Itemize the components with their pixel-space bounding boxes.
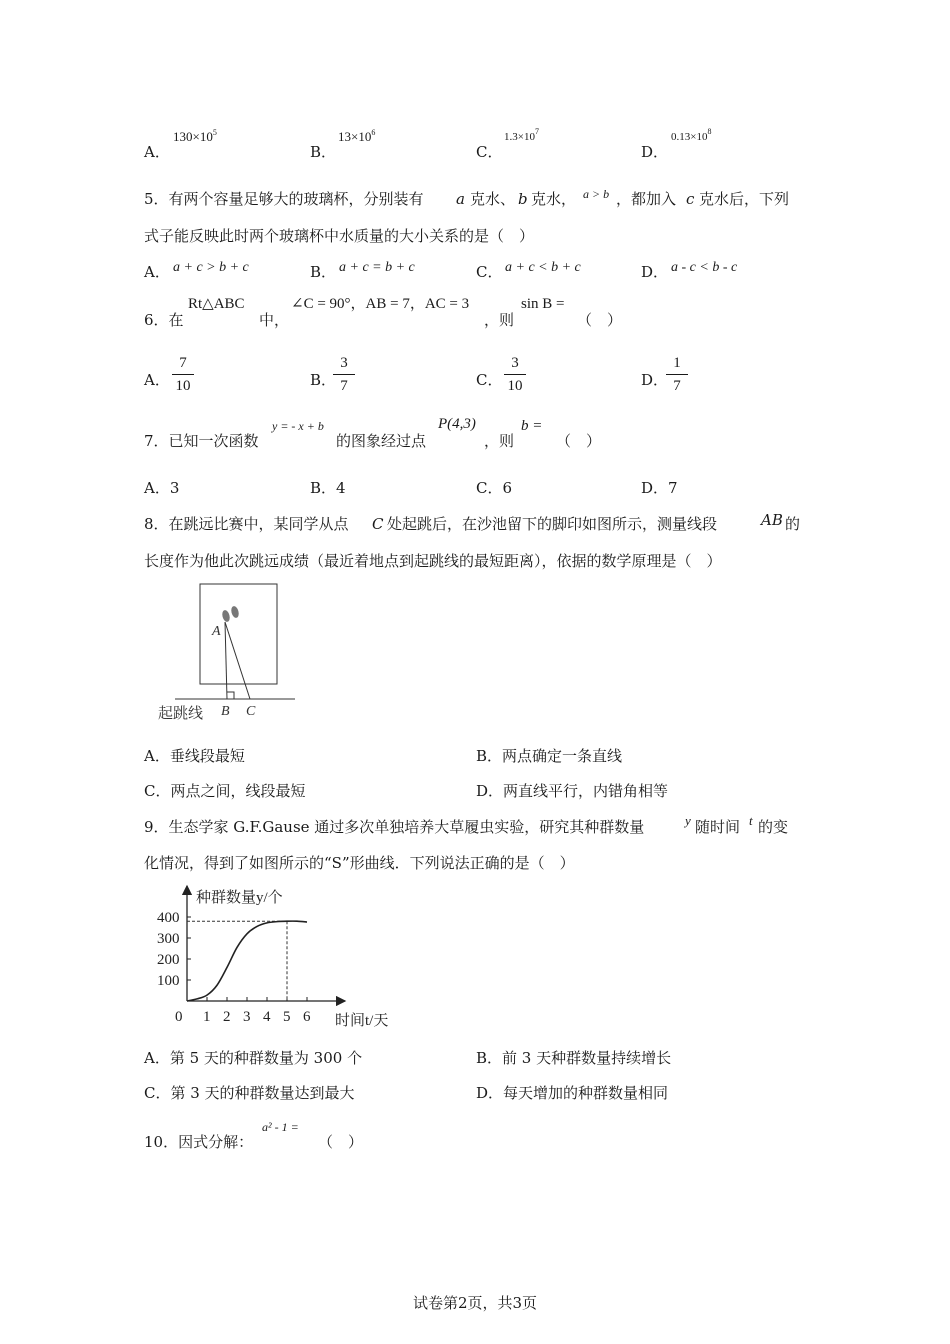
y-tick-label: 200 xyxy=(157,952,180,968)
q8-option-a: A．垂线段最短 xyxy=(144,747,245,765)
q9-option-a: A．第 5 天的种群数量为 300 个 xyxy=(144,1049,363,1067)
q4-option-a-label: A． xyxy=(144,143,170,161)
q5-condition: a > b xyxy=(583,187,610,201)
y-tick-label: 400 xyxy=(157,910,180,926)
q5-line1-e: 克水后，下列 xyxy=(699,190,790,208)
population-chart xyxy=(150,880,410,1030)
q7-option-d: D．7 xyxy=(641,479,678,497)
q9-option-b: B．前 3 天种群数量持续增长 xyxy=(476,1049,672,1067)
q6-d-denominator: 7 xyxy=(673,378,681,394)
q6-option-d-fraction xyxy=(666,354,688,395)
q5-option-b-math: a + c = b + c xyxy=(339,260,415,275)
q4-d-exp: 8 xyxy=(707,127,712,136)
x-tick-label: 0 xyxy=(175,1009,183,1025)
q4-option-d-label: D． xyxy=(641,143,669,161)
fraction-bar xyxy=(504,374,526,375)
q6-triangle: Rt△ABC xyxy=(188,296,245,312)
q8-option-c: C．两点之间，线段最短 xyxy=(144,782,306,800)
point-b-label: B xyxy=(221,704,230,719)
q5-var-a: a xyxy=(456,190,465,208)
q7-prefix: 7．已知一次函数 xyxy=(144,432,259,450)
q7-point: P(4,3) xyxy=(438,416,476,432)
q7-expression: b = xyxy=(521,418,543,434)
q5-var-b: b xyxy=(518,190,528,208)
q9-option-d: D．每天增加的种群数量相同 xyxy=(476,1084,669,1102)
q6-b-numerator: 3 xyxy=(340,355,348,371)
q7-function: y = - x + b xyxy=(272,419,324,433)
q10-prefix: 10．因式分解： xyxy=(144,1133,254,1151)
y-tick-label: 300 xyxy=(157,931,180,947)
q6-option-a-label: A． xyxy=(144,371,170,389)
q5-option-a-label: A． xyxy=(144,263,170,281)
q7-option-c: C．6 xyxy=(476,479,513,497)
right-angle-mark xyxy=(227,692,234,699)
x-tick-label: 2 xyxy=(223,1009,231,1025)
q4-option-d-math xyxy=(671,129,711,146)
segment-ab xyxy=(225,622,227,699)
q5-var-c: c xyxy=(686,190,695,208)
q6-condition: ∠C = 90°，AB = 7，AC = 3 xyxy=(291,296,470,312)
x-tick-label: 4 xyxy=(263,1009,271,1025)
q9-var-y: y xyxy=(685,813,691,828)
q6-option-b-label: B． xyxy=(310,371,337,389)
q5-line1-a: 5．有两个容量足够大的玻璃杯，分别装有 xyxy=(144,190,424,208)
q4-b-base: 13×10 xyxy=(338,129,372,144)
q6-option-c-fraction xyxy=(504,354,526,395)
q6-c-denominator: 10 xyxy=(507,378,523,394)
q5-option-b-label: B． xyxy=(310,263,337,281)
q4-option-a-math xyxy=(173,129,217,147)
s-curve-series xyxy=(187,921,307,1001)
q4-b-exp: 6 xyxy=(371,128,376,137)
q4-d-base: 0.13×10 xyxy=(671,131,708,143)
q6-option-c-label: C． xyxy=(476,371,503,389)
q9-option-c: C．第 3 天的种群数量达到最大 xyxy=(144,1084,355,1102)
q6-d-numerator: 1 xyxy=(673,355,681,371)
q6-option-a-fraction xyxy=(172,354,194,395)
q7-option-b: B．4 xyxy=(310,479,346,497)
q4-option-c-math xyxy=(504,129,539,146)
q7-option-a: A．3 xyxy=(144,479,180,497)
takeoff-line-label: 起跳线 xyxy=(158,706,204,722)
q5-option-d-math: a - c < b - c xyxy=(671,260,738,275)
q5-option-d-label: D． xyxy=(641,263,669,281)
y-tick-label: 100 xyxy=(157,973,180,989)
q6-expression: sin B = xyxy=(521,296,565,312)
q6-option-b-fraction xyxy=(333,354,355,395)
page-footer: 试卷第2页，共3页 xyxy=(412,1294,538,1312)
fraction-bar xyxy=(666,374,688,375)
q6-b-denominator: 7 xyxy=(340,378,348,394)
q7-then: ，则 xyxy=(484,432,515,450)
q7-mid: 的图象经过点 xyxy=(336,432,427,450)
chart-ticks xyxy=(157,910,311,1025)
q8-line1-b: 处起跳后，在沙池留下的脚印如图所示，测量线段 xyxy=(387,515,718,533)
q6-then: ，则 xyxy=(484,311,515,329)
segment-ac xyxy=(225,622,250,699)
q8-line1-a: 8．在跳远比赛中，某同学从点 xyxy=(144,515,349,533)
q8-option-b: B．两点确定一条直线 xyxy=(476,747,623,765)
q8-option-d: D．两直线平行，内错角相等 xyxy=(476,782,669,800)
x-axis-label: 时间t/天 xyxy=(335,1013,389,1029)
q5-line1-b: 克水、 xyxy=(470,190,516,208)
x-tick-label: 5 xyxy=(283,1009,291,1025)
long-jump-figure xyxy=(150,578,310,728)
q4-a-exp: 5 xyxy=(212,128,217,137)
q6-blank: （ ） xyxy=(577,311,623,329)
q6-a-numerator: 7 xyxy=(179,355,187,371)
fraction-bar xyxy=(333,374,355,375)
q6-c-numerator: 3 xyxy=(511,355,519,371)
q5-line1-d: ，都加入 xyxy=(616,190,677,208)
q9-var-t: t xyxy=(749,813,753,828)
q8-segment: AB xyxy=(761,511,783,529)
q9-line1-b: 随时间 xyxy=(695,818,741,836)
x-tick-label: 1 xyxy=(203,1009,211,1025)
q8-line1-c: 的 xyxy=(785,515,801,533)
q6-a-denominator: 10 xyxy=(175,378,191,394)
q5-option-c-label: C． xyxy=(476,263,503,281)
q5-line2: 式子能反映此时两个玻璃杯中水质量的大小关系的是（ ） xyxy=(144,227,535,245)
q4-a-base: 130×10 xyxy=(173,129,213,144)
q5-option-c-math: a + c < b + c xyxy=(505,260,581,275)
q10-blank: （ ） xyxy=(318,1133,364,1151)
q7-blank: （ ） xyxy=(556,432,602,450)
q4-c-base: 1.3×10 xyxy=(504,131,535,143)
fraction-bar xyxy=(172,374,194,375)
q8-line2: 长度作为他此次跳远成绩（最近着地点到起跳线的最短距离），依据的数学原理是（ ） xyxy=(144,552,722,570)
y-axis-label: 种群数量y/个 xyxy=(196,890,283,906)
footprint-right xyxy=(230,605,240,618)
q9-line1-a: 9．生态学家 G.F.Gause 通过多次单独培养大草履虫实验，研究其种群数量 xyxy=(144,818,645,836)
q5-option-a-math: a + c > b + c xyxy=(173,260,249,275)
q6-mid: 中， xyxy=(259,311,290,329)
q4-c-exp: 7 xyxy=(534,127,539,136)
q8-var-c: C xyxy=(372,515,384,533)
point-c-label: C xyxy=(246,704,256,719)
x-tick-label: 3 xyxy=(243,1009,251,1025)
q6-prefix: 6．在 xyxy=(144,311,184,329)
q6-option-d-label: D． xyxy=(641,371,669,389)
q10-expression: a² - 1 = xyxy=(262,1120,299,1134)
q9-line1-c: 的变 xyxy=(758,818,789,836)
q4-option-c-label: C． xyxy=(476,143,503,161)
footprint-left xyxy=(221,609,231,622)
q5-line1-c: 克水， xyxy=(531,190,577,208)
q9-line2: 化情况，得到了如图所示的“S”形曲线．下列说法正确的是（ ） xyxy=(144,854,575,872)
q4-option-b-math xyxy=(338,129,375,147)
q4-option-b-label: B． xyxy=(310,143,337,161)
point-a-label: A xyxy=(212,624,221,639)
x-tick-label: 6 xyxy=(303,1009,311,1025)
